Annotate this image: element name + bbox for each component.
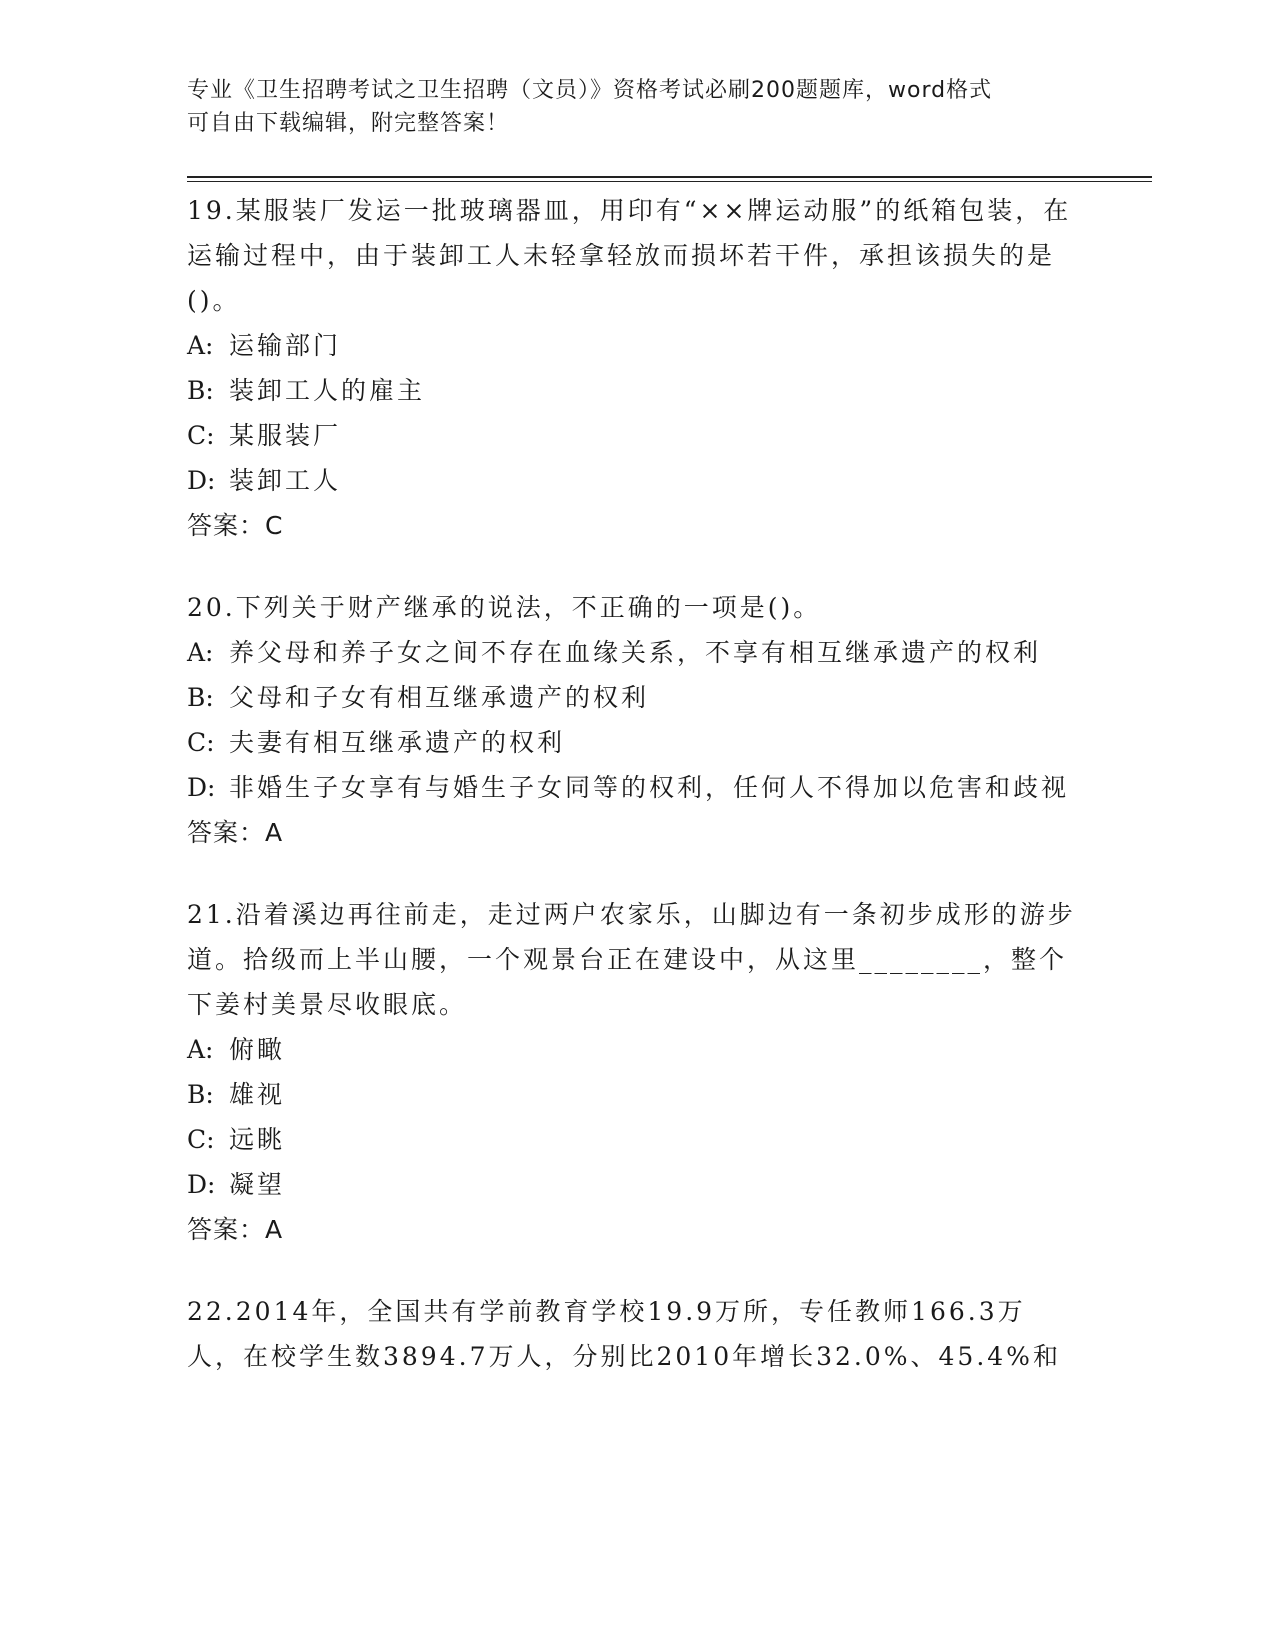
option-text: 非婚生子女享有与婚生子女同等的权利，任何人不得加以危害和歧视 [229,773,1070,802]
option-c [187,720,1077,765]
option-text: 俯瞰 [229,1035,286,1064]
option-d [187,1162,1077,1207]
answer-line: 答案：A [187,1215,284,1244]
option-letter: D: [187,773,216,802]
option-c [187,1117,1077,1162]
option-text: 父母和子女有相互继承遗产的权利 [229,683,650,712]
option-d [187,765,1077,810]
option-text: 装卸工人 [229,466,342,495]
question-stem: 19.某服装厂发运一批玻璃器皿，用印有“××牌运动服”的纸箱包装，在运输过程中，由于装卸工人未轻拿轻放而损坏若干件，承担该损失的是()。 [187,196,1072,315]
option-b [187,1072,1077,1117]
question-20 [187,585,1077,856]
header-line-2: 可自由下载编辑，附完整答案！ [187,111,510,136]
option-letter: C: [187,728,215,757]
option-text: 运输部门 [229,331,342,360]
option-letter: B: [187,1080,214,1109]
option-c [187,413,1077,458]
question-stem: 21.沿着溪边再往前走，走过两户农家乐，山脚边有一条初步成形的游步道。拾级而上半山腰，一个观景台正在建设中，从这里________，整个下姜村美景尽收眼底。 [187,900,1076,1019]
option-letter: D: [187,1170,216,1199]
option-letter: A: [187,638,214,667]
option-b [187,675,1077,720]
option-d [187,458,1077,503]
option-letter: C: [187,1125,215,1154]
option-a [187,1027,1077,1072]
option-letter: D: [187,466,216,495]
option-letter: A: [187,1035,214,1064]
option-letter: B: [187,683,214,712]
question-19 [187,188,1077,549]
option-text: 养父母和养子女之间不存在血缘关系，不享有相互继承遗产的权利 [229,638,1042,667]
document-header [187,74,1087,140]
option-letter: A: [187,331,214,360]
option-b [187,368,1077,413]
option-text: 某服装厂 [229,421,342,450]
option-text: 雄视 [229,1080,286,1109]
option-text: 装卸工人的雇主 [229,376,426,405]
option-letter: C: [187,421,215,450]
header-line-1: 专业《卫生招聘考试之卫生招聘（文员）》资格考试必刷200题题库，word格式 [187,78,993,103]
header-divider-thick [187,176,1152,178]
option-text: 远眺 [229,1125,286,1154]
option-letter: B: [187,376,214,405]
question-21 [187,892,1077,1253]
option-text: 夫妻有相互继承遗产的权利 [229,728,566,757]
answer-line: 答案：A [187,818,284,847]
question-list [187,188,1077,1415]
option-text: 凝望 [229,1170,286,1199]
question-stem: 22.2014年，全国共有学前教育学校19.9万所，专任教师166.3万人，在校学生数3894.7万人，分别比2010年增长32.0%、45.4%和 [187,1297,1061,1371]
header-divider-thin [187,181,1152,182]
answer-line: 答案：C [187,511,284,540]
option-a [187,323,1077,368]
option-a [187,630,1077,675]
question-stem: 20.下列关于财产继承的说法，不正确的一项是()。 [187,593,822,622]
question-22 [187,1289,1077,1379]
